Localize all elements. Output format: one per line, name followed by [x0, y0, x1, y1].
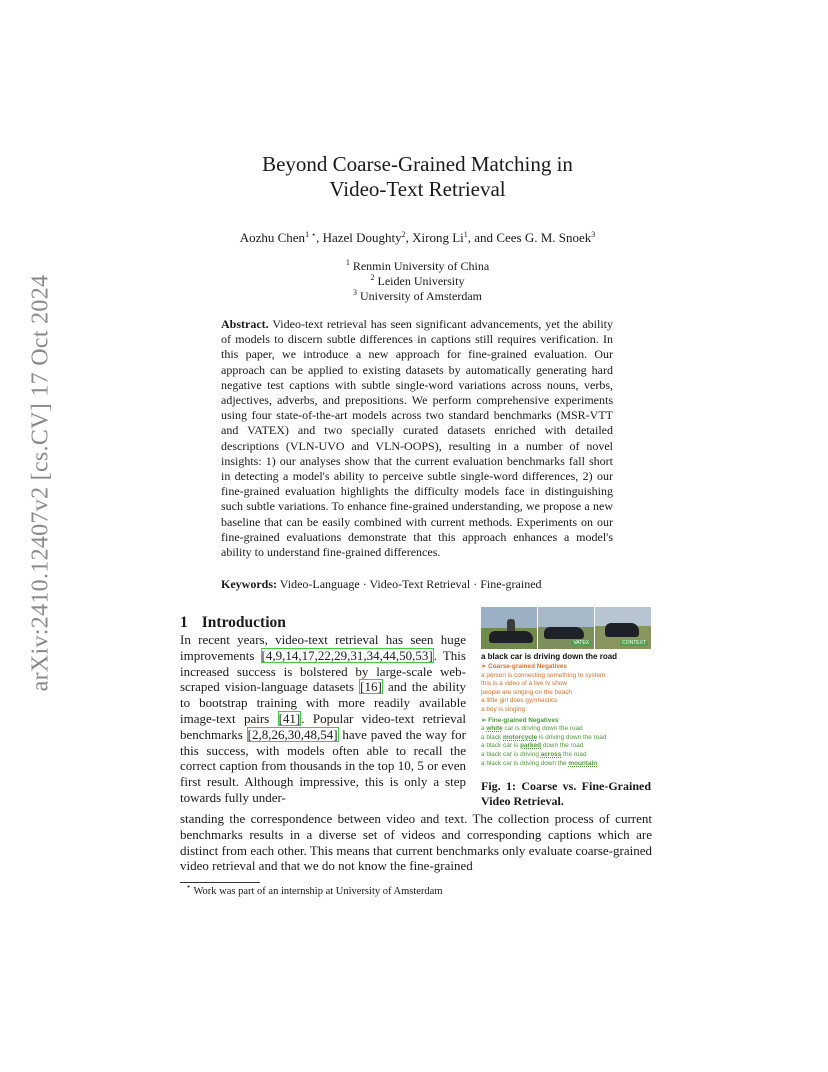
- affiliation: $^1$ Renmin University of China: [345, 258, 490, 273]
- author-list: Aozhu Chen$^{1 ⋆}$, Hazel Doughty$^2$, Xirong Li$^1$, and Cees G. M. Snoek$^3$: [239, 230, 596, 245]
- fine-negatives: ➢ Fine-grained Negatives a white car is driving down the road a black motorcycle is driving down the road a black car is parked down the road a black car is driving across the road a black car is driving down the mountain: [481, 716, 607, 767]
- intro-paragraph-wrapped: In recent years, video-text retrieval has seen huge improvements [4,9,14,17,22,29,31,34,44,50,53]. This increased success is bolstered by large-scale web-scraped vision-language datasets [16] and the ability to bootstrap training with more readily available image-text pairs [41]. Popular video-text retrieval benchmarks [2,8,26,30,48,54] have paved the way for this success, with models often able to recall the correct caption from thousands in the top 10, 5 or even first result. Although impressive, this is only a step towards fully under-: [180, 632, 467, 805]
- footnote-rule: [180, 882, 260, 883]
- affiliation: $^2$ Leiden University: [370, 273, 465, 288]
- citation-link[interactable]: [16]: [360, 679, 382, 695]
- section-heading: 1 Introduction: [180, 614, 286, 631]
- video-frames: [481, 607, 651, 649]
- arxiv-watermark: arXiv:2410.12407v2 [cs.CV] 17 Oct 2024: [27, 274, 54, 692]
- video-frame: [538, 607, 594, 649]
- paper-title: Beyond Coarse-Grained Matching in Video-Text Retrieval: [262, 152, 573, 201]
- abstract: Abstract. Video-text retrieval has seen significant advancements, yet the ability of models to discern subtle differences in captions still requires verification. In this paper, we introduce a new approach for fine-grained evaluation. Our approach can be applied to existing datasets by automatically generating hard negative test captions with subtle single-word variations across nouns, verbs, adjectives, adverbs, and prepositions. We perform comprehensive experiments using four state-of-the-art models across two standard benchmarks (MSR-VTT and VATEX) and two specially curated datasets enriched with detailed descriptions (VLN-UVO and VLN-OOPS), resulting in a number of novel insights: 1) our analyses show that the current evaluation benchmarks fall short in detecting a model's ability to perceive subtle single-word differences, 2) our fine-grained evaluation highlights the difficulty models face in distinguishing such subtle variations. To enhance fine-grained understanding, we propose a new baseline that can be easily combined with current methods. Experiments on our fine-grained evaluations demonstrate that this approach enhances a model's ability to understand fine-grained differences.: [221, 317, 613, 560]
- query-caption: a black car is driving down the road: [481, 652, 618, 661]
- affiliation: $^3$ University of Amsterdam: [353, 288, 482, 303]
- frame-tag: VATEX: [573, 640, 589, 646]
- video-frame: [595, 607, 651, 649]
- footnote: ⋆ Work was part of an internship at University of Amsterdam: [186, 882, 443, 897]
- figure-caption: Fig. 1: Coarse vs. Fine-Grained Video Retrieval.: [481, 779, 651, 808]
- coarse-negatives: ➢ Coarse-grained Negatives a person is connecting something to system this is a video of a live tv show people are singing on the beach a little girl does gymnastics a boy is singing: [481, 663, 606, 713]
- citation-link[interactable]: [2,8,26,30,48,54]: [247, 726, 338, 742]
- citation-link[interactable]: [4,9,14,17,22,29,31,34,44,50,53]: [261, 647, 433, 663]
- keywords: Keywords: Video-Language · Video-Text Retrieval · Fine-grained: [221, 577, 542, 591]
- intro-paragraph-full: standing the correspondence between video and text. The collection process of current benchmarks results in a diverse set of videos and corresponding captions which are distinct from each other. This means that current benchmarks only evaluate coarse-grained video retrieval and that we do not know the fine-grained: [180, 811, 652, 874]
- video-frame: [481, 607, 537, 649]
- frame-tag: CONTEXT: [622, 640, 646, 646]
- citation-link[interactable]: [41]: [278, 710, 301, 726]
- figure-1: [481, 607, 651, 768]
